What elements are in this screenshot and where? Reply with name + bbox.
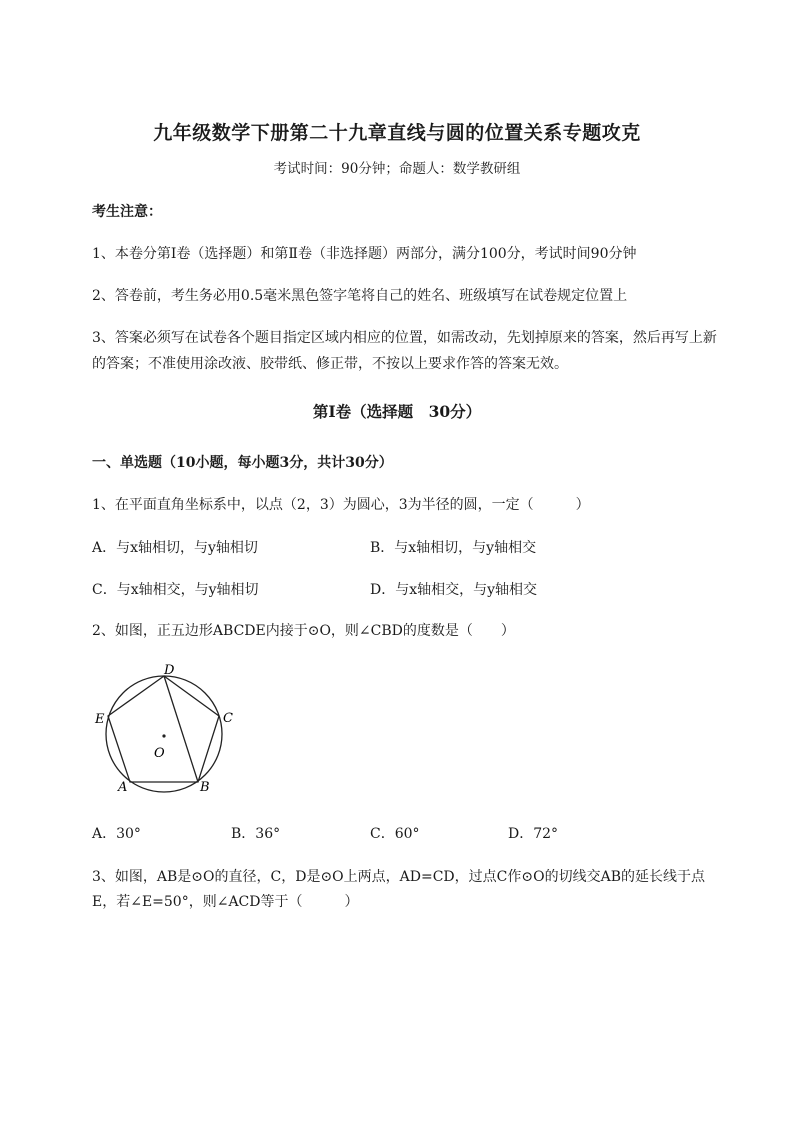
section-title: 第I卷（选择题 30分）	[312, 402, 482, 421]
circle-o	[106, 676, 222, 792]
note-item-2: 2、答卷前，考生务必用0.5毫米黑色签字笔将自己的姓名、班级填写在试卷规定位置上	[92, 288, 628, 304]
note-item-3-cont: 的答案；不准使用涂改液、胶带纸、修正带，不按以上要求作答的答案无效。	[92, 356, 568, 372]
label-b: B	[200, 780, 210, 795]
notes-heading: 考生注意：	[92, 204, 162, 220]
segment-bd	[164, 676, 198, 782]
q1-option-c: C．与x轴相交，与y轴相切	[92, 582, 259, 598]
center-point	[162, 734, 165, 737]
q1-stem: 1、在平面直角坐标系中，以点（2，3）为圆心，3为半径的圆，一定（ ）	[92, 497, 590, 513]
q1-option-d: D．与x轴相交，与y轴相交	[370, 582, 538, 598]
page-title: 九年级数学下册第二十九章直线与圆的位置关系专题攻克	[153, 122, 641, 144]
q2-option-c: C．60°	[370, 826, 420, 842]
q1-option-b: B．与x轴相切，与y轴相交	[370, 540, 537, 556]
q1-option-a: A．与x轴相切，与y轴相切	[92, 540, 258, 556]
q3-stem-line2: E，若∠E=50°，则∠ACD等于（ ）	[92, 894, 359, 910]
label-e: E	[95, 712, 105, 727]
q2-option-b: B．36°	[231, 826, 281, 842]
note-item-1: 1、本卷分第I卷（选择题）和第Ⅱ卷（非选择题）两部分，满分100分，考试时间90分钟	[92, 246, 637, 262]
label-c: C	[223, 711, 233, 726]
q2-stem: 2、如图，正五边形ABCDE内接于⊙O，则∠CBD的度数是（ ）	[92, 623, 515, 639]
q2-option-a: A．30°	[92, 826, 141, 842]
exam-subtitle: 考试时间：90分钟；命题人：数学教研组	[273, 161, 521, 177]
pentagon-circle-figure	[88, 660, 238, 805]
note-item-3: 3、答案必须写在试卷各个题目指定区域内相应的位置，如需改动，先划掉原来的答案，然后再写上新	[92, 330, 717, 346]
part-heading: 一、单选题（10小题，每小题3分，共计30分）	[92, 455, 393, 471]
q3-stem-line1: 3、如图，AB是⊙O的直径，C，D是⊙O上两点，AD=CD，过点C作⊙O的切线交AB的延长线于点	[92, 869, 705, 885]
label-d: D	[164, 663, 175, 678]
q2-option-d: D．72°	[508, 826, 559, 842]
label-o: O	[154, 746, 165, 761]
label-a: A	[118, 780, 128, 795]
